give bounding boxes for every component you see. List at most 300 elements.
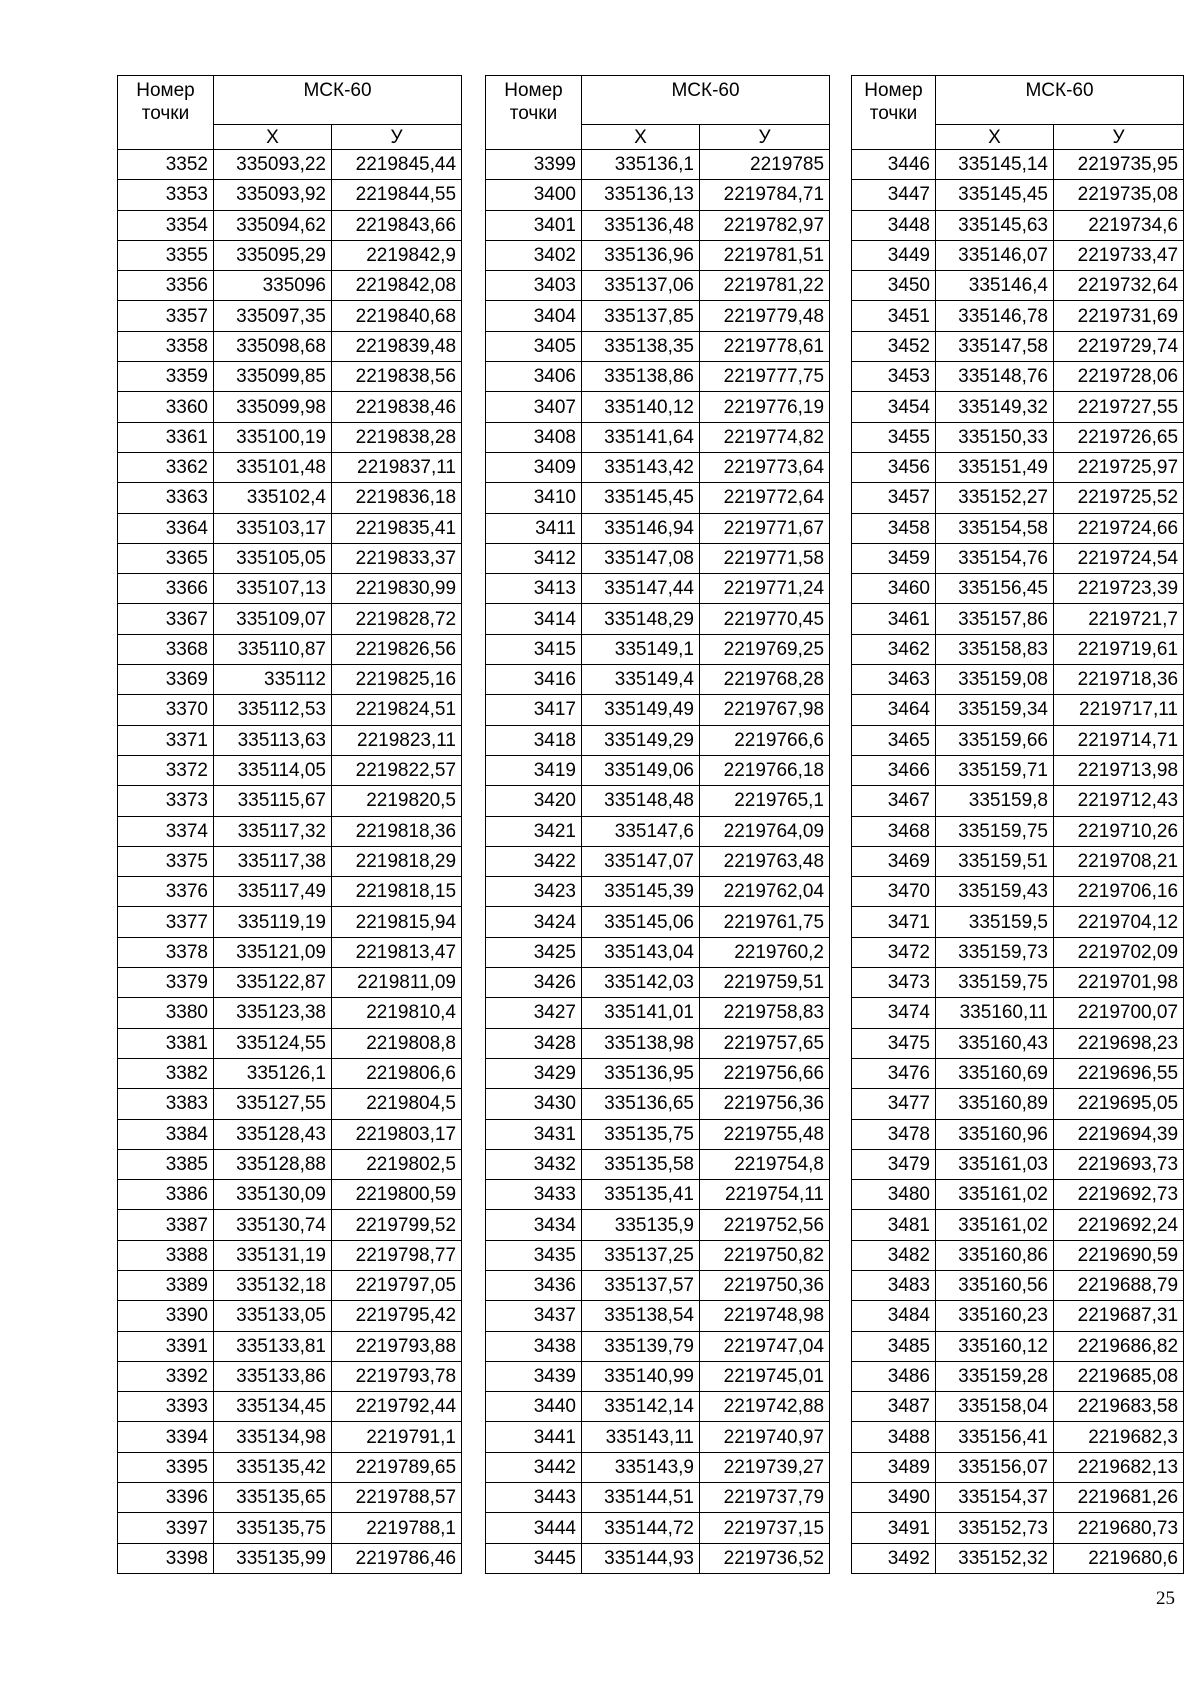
point-number-cell: 3365 [118, 543, 214, 573]
point-number-cell: 3483 [852, 1270, 936, 1300]
x-coordinate-cell: 335148,29 [582, 604, 700, 634]
x-coordinate-cell: 335148,48 [582, 786, 700, 816]
y-coordinate-cell: 2219776,19 [700, 392, 830, 422]
x-coordinate-cell: 335098,68 [214, 331, 332, 361]
y-coordinate-cell: 2219690,59 [1054, 1240, 1184, 1270]
y-coordinate-cell: 2219708,21 [1054, 846, 1184, 876]
table-row [852, 1392, 1184, 1422]
table-row [486, 1513, 830, 1543]
table-row [118, 180, 462, 210]
y-column-header: У [700, 125, 830, 150]
x-coordinate-cell: 335149,29 [582, 725, 700, 755]
x-coordinate-cell: 335147,44 [582, 574, 700, 604]
table-row [118, 422, 462, 452]
x-coordinate-cell: 335130,74 [214, 1210, 332, 1240]
y-coordinate-cell: 2219839,48 [332, 331, 462, 361]
table-row [486, 574, 830, 604]
y-coordinate-cell: 2219771,24 [700, 574, 830, 604]
coordinate-system-header: МСК-60 [214, 76, 462, 125]
table-row [118, 1240, 462, 1270]
table-row [852, 755, 1184, 785]
table-row [118, 604, 462, 634]
table-row [118, 1543, 462, 1573]
y-coordinate-cell: 2219833,37 [332, 543, 462, 573]
x-coordinate-cell: 335149,1 [582, 634, 700, 664]
table-row [118, 362, 462, 392]
coordinate-system-header: МСК-60 [582, 76, 830, 125]
x-column-header: X [582, 125, 700, 150]
y-coordinate-cell: 2219824,51 [332, 695, 462, 725]
table-row [852, 1210, 1184, 1240]
y-coordinate-cell: 2219845,44 [332, 150, 462, 180]
point-number-cell: 3464 [852, 695, 936, 725]
point-number-cell: 3394 [118, 1422, 214, 1452]
x-coordinate-cell: 335134,45 [214, 1392, 332, 1422]
coordinate-table-3 [851, 75, 1184, 1574]
x-coordinate-cell: 335145,45 [582, 483, 700, 513]
table-row [486, 1149, 830, 1179]
x-coordinate-cell: 335158,83 [936, 634, 1054, 664]
x-coordinate-cell: 335145,39 [582, 877, 700, 907]
table-row [486, 786, 830, 816]
table-row [852, 240, 1184, 270]
x-coordinate-cell: 335133,05 [214, 1301, 332, 1331]
x-coordinate-cell: 335107,13 [214, 574, 332, 604]
table-row [852, 1058, 1184, 1088]
table-row [486, 210, 830, 240]
point-number-cell: 3487 [852, 1392, 936, 1422]
point-number-cell: 3372 [118, 755, 214, 785]
table-row [118, 513, 462, 543]
point-number-cell: 3475 [852, 1028, 936, 1058]
y-coordinate-cell: 2219758,83 [700, 998, 830, 1028]
y-coordinate-cell: 2219727,55 [1054, 392, 1184, 422]
table-row [118, 1119, 462, 1149]
x-coordinate-cell: 335117,32 [214, 816, 332, 846]
x-coordinate-cell: 335159,75 [936, 816, 1054, 846]
x-coordinate-cell: 335136,65 [582, 1089, 700, 1119]
table-row [118, 452, 462, 482]
point-number-header [486, 76, 582, 150]
point-number-cell: 3386 [118, 1180, 214, 1210]
point-number-cell: 3480 [852, 1180, 936, 1210]
point-number-cell: 3433 [486, 1180, 582, 1210]
y-coordinate-cell: 2219815,94 [332, 907, 462, 937]
table-row [486, 1543, 830, 1573]
x-coordinate-cell: 335135,58 [582, 1149, 700, 1179]
point-number-cell: 3460 [852, 574, 936, 604]
y-coordinate-cell: 2219724,66 [1054, 513, 1184, 543]
x-coordinate-cell: 335143,04 [582, 937, 700, 967]
point-number-cell: 3423 [486, 877, 582, 907]
y-coordinate-cell: 2219725,97 [1054, 452, 1184, 482]
table-row [118, 877, 462, 907]
x-coordinate-cell: 335144,72 [582, 1513, 700, 1543]
y-coordinate-cell: 2219750,82 [700, 1240, 830, 1270]
y-coordinate-cell: 2219706,16 [1054, 877, 1184, 907]
x-coordinate-cell: 335115,67 [214, 786, 332, 816]
x-coordinate-cell: 335135,75 [214, 1513, 332, 1543]
x-coordinate-cell: 335149,32 [936, 392, 1054, 422]
x-coordinate-cell: 335110,87 [214, 634, 332, 664]
point-number-cell: 3488 [852, 1422, 936, 1452]
point-number-cell: 3462 [852, 634, 936, 664]
x-coordinate-cell: 335136,1 [582, 150, 700, 180]
x-coordinate-cell: 335146,78 [936, 301, 1054, 331]
point-number-cell: 3414 [486, 604, 582, 634]
x-coordinate-cell: 335141,64 [582, 422, 700, 452]
table-row [852, 301, 1184, 331]
table-row [486, 937, 830, 967]
point-number-cell: 3391 [118, 1331, 214, 1361]
y-coordinate-cell: 2219692,24 [1054, 1210, 1184, 1240]
table-row [486, 1301, 830, 1331]
point-number-header-line2: точки [869, 103, 918, 124]
y-coordinate-cell: 2219736,52 [700, 1543, 830, 1573]
point-number-cell: 3355 [118, 240, 214, 270]
x-coordinate-cell: 335146,4 [936, 271, 1054, 301]
x-coordinate-cell: 335152,27 [936, 483, 1054, 513]
x-coordinate-cell: 335097,35 [214, 301, 332, 331]
y-coordinate-cell: 2219740,97 [700, 1422, 830, 1452]
point-number-cell: 3382 [118, 1058, 214, 1088]
x-coordinate-cell: 335161,02 [936, 1180, 1054, 1210]
y-coordinate-cell: 2219804,5 [332, 1089, 462, 1119]
y-coordinate-cell: 2219700,07 [1054, 998, 1184, 1028]
table-row [852, 452, 1184, 482]
point-number-cell: 3417 [486, 695, 582, 725]
y-coordinate-cell: 2219680,6 [1054, 1543, 1184, 1573]
y-coordinate-cell: 2219771,67 [700, 513, 830, 543]
point-number-cell: 3376 [118, 877, 214, 907]
table-row [486, 1240, 830, 1270]
y-coordinate-cell: 2219761,75 [700, 907, 830, 937]
x-coordinate-cell: 335103,17 [214, 513, 332, 543]
y-coordinate-cell: 2219825,16 [332, 665, 462, 695]
x-coordinate-cell: 335102,4 [214, 483, 332, 513]
table-row [852, 1513, 1184, 1543]
table-row [852, 998, 1184, 1028]
y-coordinate-cell: 2219769,25 [700, 634, 830, 664]
point-number-cell: 3456 [852, 452, 936, 482]
x-coordinate-cell: 335133,86 [214, 1361, 332, 1391]
y-coordinate-cell: 2219752,56 [700, 1210, 830, 1240]
y-coordinate-cell: 2219793,78 [332, 1361, 462, 1391]
table-row [486, 543, 830, 573]
point-number-cell: 3409 [486, 452, 582, 482]
point-number-cell: 3442 [486, 1452, 582, 1482]
x-coordinate-cell: 335151,49 [936, 452, 1054, 482]
table-row [118, 816, 462, 846]
point-number-cell: 3352 [118, 150, 214, 180]
point-number-cell: 3412 [486, 543, 582, 573]
y-coordinate-cell: 2219685,08 [1054, 1361, 1184, 1391]
point-number-cell: 3392 [118, 1361, 214, 1391]
x-coordinate-cell: 335138,98 [582, 1028, 700, 1058]
y-column-header: У [1054, 125, 1184, 150]
point-number-cell: 3432 [486, 1149, 582, 1179]
table-row [118, 725, 462, 755]
y-coordinate-cell: 2219702,09 [1054, 937, 1184, 967]
point-number-cell: 3438 [486, 1331, 582, 1361]
x-coordinate-cell: 335145,45 [936, 180, 1054, 210]
point-number-cell: 3455 [852, 422, 936, 452]
table-row [852, 1301, 1184, 1331]
table-row [118, 1422, 462, 1452]
table-row [852, 1270, 1184, 1300]
table-row [486, 1331, 830, 1361]
table-row [486, 392, 830, 422]
table-row [852, 271, 1184, 301]
y-coordinate-cell: 2219724,54 [1054, 543, 1184, 573]
point-number-cell: 3379 [118, 968, 214, 998]
point-number-cell: 3403 [486, 271, 582, 301]
point-number-cell: 3450 [852, 271, 936, 301]
table-row [118, 665, 462, 695]
table-row [118, 755, 462, 785]
table-row [852, 1028, 1184, 1058]
point-number-header-line1: Номер [136, 80, 195, 101]
x-coordinate-cell: 335149,4 [582, 665, 700, 695]
point-number-header [852, 76, 936, 150]
x-coordinate-cell: 335143,9 [582, 1452, 700, 1482]
point-number-cell: 3477 [852, 1089, 936, 1119]
y-coordinate-cell: 2219698,23 [1054, 1028, 1184, 1058]
x-coordinate-cell: 335122,87 [214, 968, 332, 998]
point-number-cell: 3368 [118, 634, 214, 664]
point-number-cell: 3374 [118, 816, 214, 846]
table-row [486, 1361, 830, 1391]
y-coordinate-cell: 2219818,15 [332, 877, 462, 907]
table-row [486, 301, 830, 331]
table-row [486, 1483, 830, 1513]
point-number-cell: 3430 [486, 1089, 582, 1119]
point-number-cell: 3435 [486, 1240, 582, 1270]
table-row [118, 846, 462, 876]
x-coordinate-cell: 335160,69 [936, 1058, 1054, 1088]
table-row [118, 1301, 462, 1331]
point-number-cell: 3406 [486, 362, 582, 392]
table-row [852, 180, 1184, 210]
point-number-cell: 3413 [486, 574, 582, 604]
point-number-header-line2: точки [141, 103, 190, 124]
x-coordinate-cell: 335158,04 [936, 1392, 1054, 1422]
x-coordinate-cell: 335134,98 [214, 1422, 332, 1452]
y-coordinate-cell: 2219836,18 [332, 483, 462, 513]
x-coordinate-cell: 335149,49 [582, 695, 700, 725]
y-coordinate-cell: 2219788,57 [332, 1483, 462, 1513]
y-coordinate-cell: 2219696,55 [1054, 1058, 1184, 1088]
y-coordinate-cell: 2219795,42 [332, 1301, 462, 1331]
point-number-cell: 3457 [852, 483, 936, 513]
x-coordinate-cell: 335144,93 [582, 1543, 700, 1573]
point-number-header [118, 76, 214, 150]
table-row [118, 1180, 462, 1210]
table-row [486, 1210, 830, 1240]
y-coordinate-cell: 2219779,48 [700, 301, 830, 331]
table-row [486, 513, 830, 543]
y-coordinate-cell: 2219759,51 [700, 968, 830, 998]
point-number-cell: 3429 [486, 1058, 582, 1088]
x-coordinate-cell: 335127,55 [214, 1089, 332, 1119]
table-row [486, 846, 830, 876]
x-coordinate-cell: 335093,22 [214, 150, 332, 180]
point-number-cell: 3399 [486, 150, 582, 180]
table-row [118, 998, 462, 1028]
x-coordinate-cell: 335160,96 [936, 1119, 1054, 1149]
point-number-cell: 3393 [118, 1392, 214, 1422]
y-coordinate-cell: 2219771,58 [700, 543, 830, 573]
point-number-cell: 3436 [486, 1270, 582, 1300]
point-number-cell: 3467 [852, 786, 936, 816]
x-coordinate-cell: 335137,57 [582, 1270, 700, 1300]
y-coordinate-cell: 2219822,57 [332, 755, 462, 785]
x-coordinate-cell: 335099,85 [214, 362, 332, 392]
y-coordinate-cell: 2219688,79 [1054, 1270, 1184, 1300]
table-row [852, 725, 1184, 755]
point-number-cell: 3458 [852, 513, 936, 543]
point-number-cell: 3408 [486, 422, 582, 452]
point-number-cell: 3356 [118, 271, 214, 301]
table-row [852, 513, 1184, 543]
table-row [852, 331, 1184, 361]
point-number-cell: 3377 [118, 907, 214, 937]
point-number-cell: 3447 [852, 180, 936, 210]
table-row [486, 1452, 830, 1482]
y-coordinate-cell: 2219781,22 [700, 271, 830, 301]
point-number-cell: 3471 [852, 907, 936, 937]
table-row [486, 1422, 830, 1452]
point-number-cell: 3440 [486, 1392, 582, 1422]
y-coordinate-cell: 2219693,73 [1054, 1149, 1184, 1179]
x-coordinate-cell: 335121,09 [214, 937, 332, 967]
table-row [486, 150, 830, 180]
table-row [118, 331, 462, 361]
table-row [486, 331, 830, 361]
table-row [486, 1058, 830, 1088]
table-row [852, 695, 1184, 725]
table-row [486, 725, 830, 755]
x-coordinate-cell: 335136,95 [582, 1058, 700, 1088]
point-number-cell: 3441 [486, 1422, 582, 1452]
x-coordinate-cell: 335140,12 [582, 392, 700, 422]
coordinate-table-1 [117, 75, 462, 1574]
x-coordinate-cell: 335160,86 [936, 1240, 1054, 1270]
y-coordinate-cell: 2219844,55 [332, 180, 462, 210]
x-coordinate-cell: 335136,48 [582, 210, 700, 240]
x-coordinate-cell: 335094,62 [214, 210, 332, 240]
y-coordinate-cell: 2219793,88 [332, 1331, 462, 1361]
point-number-cell: 3366 [118, 574, 214, 604]
point-number-cell: 3370 [118, 695, 214, 725]
table-row [118, 634, 462, 664]
table-row [852, 907, 1184, 937]
y-coordinate-cell: 2219838,46 [332, 392, 462, 422]
y-coordinate-cell: 2219712,43 [1054, 786, 1184, 816]
table-row [118, 1361, 462, 1391]
point-number-cell: 3489 [852, 1452, 936, 1482]
y-coordinate-cell: 2219694,39 [1054, 1119, 1184, 1149]
point-number-cell: 3481 [852, 1210, 936, 1240]
y-coordinate-cell: 2219734,6 [1054, 210, 1184, 240]
x-coordinate-cell: 335145,14 [936, 150, 1054, 180]
point-number-cell: 3371 [118, 725, 214, 755]
table-row [852, 422, 1184, 452]
table-row [486, 1180, 830, 1210]
point-number-cell: 3354 [118, 210, 214, 240]
y-coordinate-cell: 2219731,69 [1054, 301, 1184, 331]
table-row [118, 1210, 462, 1240]
y-coordinate-cell: 2219800,59 [332, 1180, 462, 1210]
point-number-cell: 3473 [852, 968, 936, 998]
table-row [852, 816, 1184, 846]
x-coordinate-cell: 335160,89 [936, 1089, 1054, 1119]
x-coordinate-cell: 335156,07 [936, 1452, 1054, 1482]
x-coordinate-cell: 335135,65 [214, 1483, 332, 1513]
table-row [486, 968, 830, 998]
x-coordinate-cell: 335099,98 [214, 392, 332, 422]
point-number-cell: 3405 [486, 331, 582, 361]
point-number-cell: 3491 [852, 1513, 936, 1543]
point-number-cell: 3425 [486, 937, 582, 967]
x-coordinate-cell: 335152,73 [936, 1513, 1054, 1543]
x-coordinate-cell: 335154,76 [936, 543, 1054, 573]
y-coordinate-cell: 2219806,6 [332, 1058, 462, 1088]
y-coordinate-cell: 2219766,6 [700, 725, 830, 755]
table-row [852, 1180, 1184, 1210]
x-column-header: X [214, 125, 332, 150]
y-coordinate-cell: 2219786,46 [332, 1543, 462, 1573]
y-coordinate-cell: 2219818,29 [332, 846, 462, 876]
x-coordinate-cell: 335135,75 [582, 1119, 700, 1149]
x-coordinate-cell: 335135,99 [214, 1543, 332, 1573]
point-number-cell: 3490 [852, 1483, 936, 1513]
y-coordinate-cell: 2219799,52 [332, 1210, 462, 1240]
y-coordinate-cell: 2219826,56 [332, 634, 462, 664]
table-row [852, 1422, 1184, 1452]
table-row [486, 362, 830, 392]
y-coordinate-cell: 2219810,4 [332, 998, 462, 1028]
point-number-cell: 3359 [118, 362, 214, 392]
table-row [852, 1331, 1184, 1361]
y-column-header: У [332, 125, 462, 150]
point-number-cell: 3418 [486, 725, 582, 755]
point-number-cell: 3384 [118, 1119, 214, 1149]
table-row [118, 1483, 462, 1513]
coordinate-system-header: МСК-60 [936, 76, 1184, 125]
table-row [118, 786, 462, 816]
x-coordinate-cell: 335137,06 [582, 271, 700, 301]
y-coordinate-cell: 2219763,48 [700, 846, 830, 876]
table-row [486, 755, 830, 785]
x-coordinate-cell: 335152,32 [936, 1543, 1054, 1573]
point-number-header-line1: Номер [504, 80, 563, 101]
point-number-cell: 3357 [118, 301, 214, 331]
x-coordinate-cell: 335161,02 [936, 1210, 1054, 1240]
x-coordinate-cell: 335157,86 [936, 604, 1054, 634]
y-coordinate-cell: 2219745,01 [700, 1361, 830, 1391]
table-row [486, 1089, 830, 1119]
y-coordinate-cell: 2219765,1 [700, 786, 830, 816]
y-coordinate-cell: 2219792,44 [332, 1392, 462, 1422]
x-coordinate-cell: 335135,42 [214, 1452, 332, 1482]
x-coordinate-cell: 335119,19 [214, 907, 332, 937]
y-coordinate-cell: 2219695,05 [1054, 1089, 1184, 1119]
x-coordinate-cell: 335159,43 [936, 877, 1054, 907]
point-number-cell: 3469 [852, 846, 936, 876]
table-row [118, 240, 462, 270]
y-coordinate-cell: 2219737,15 [700, 1513, 830, 1543]
